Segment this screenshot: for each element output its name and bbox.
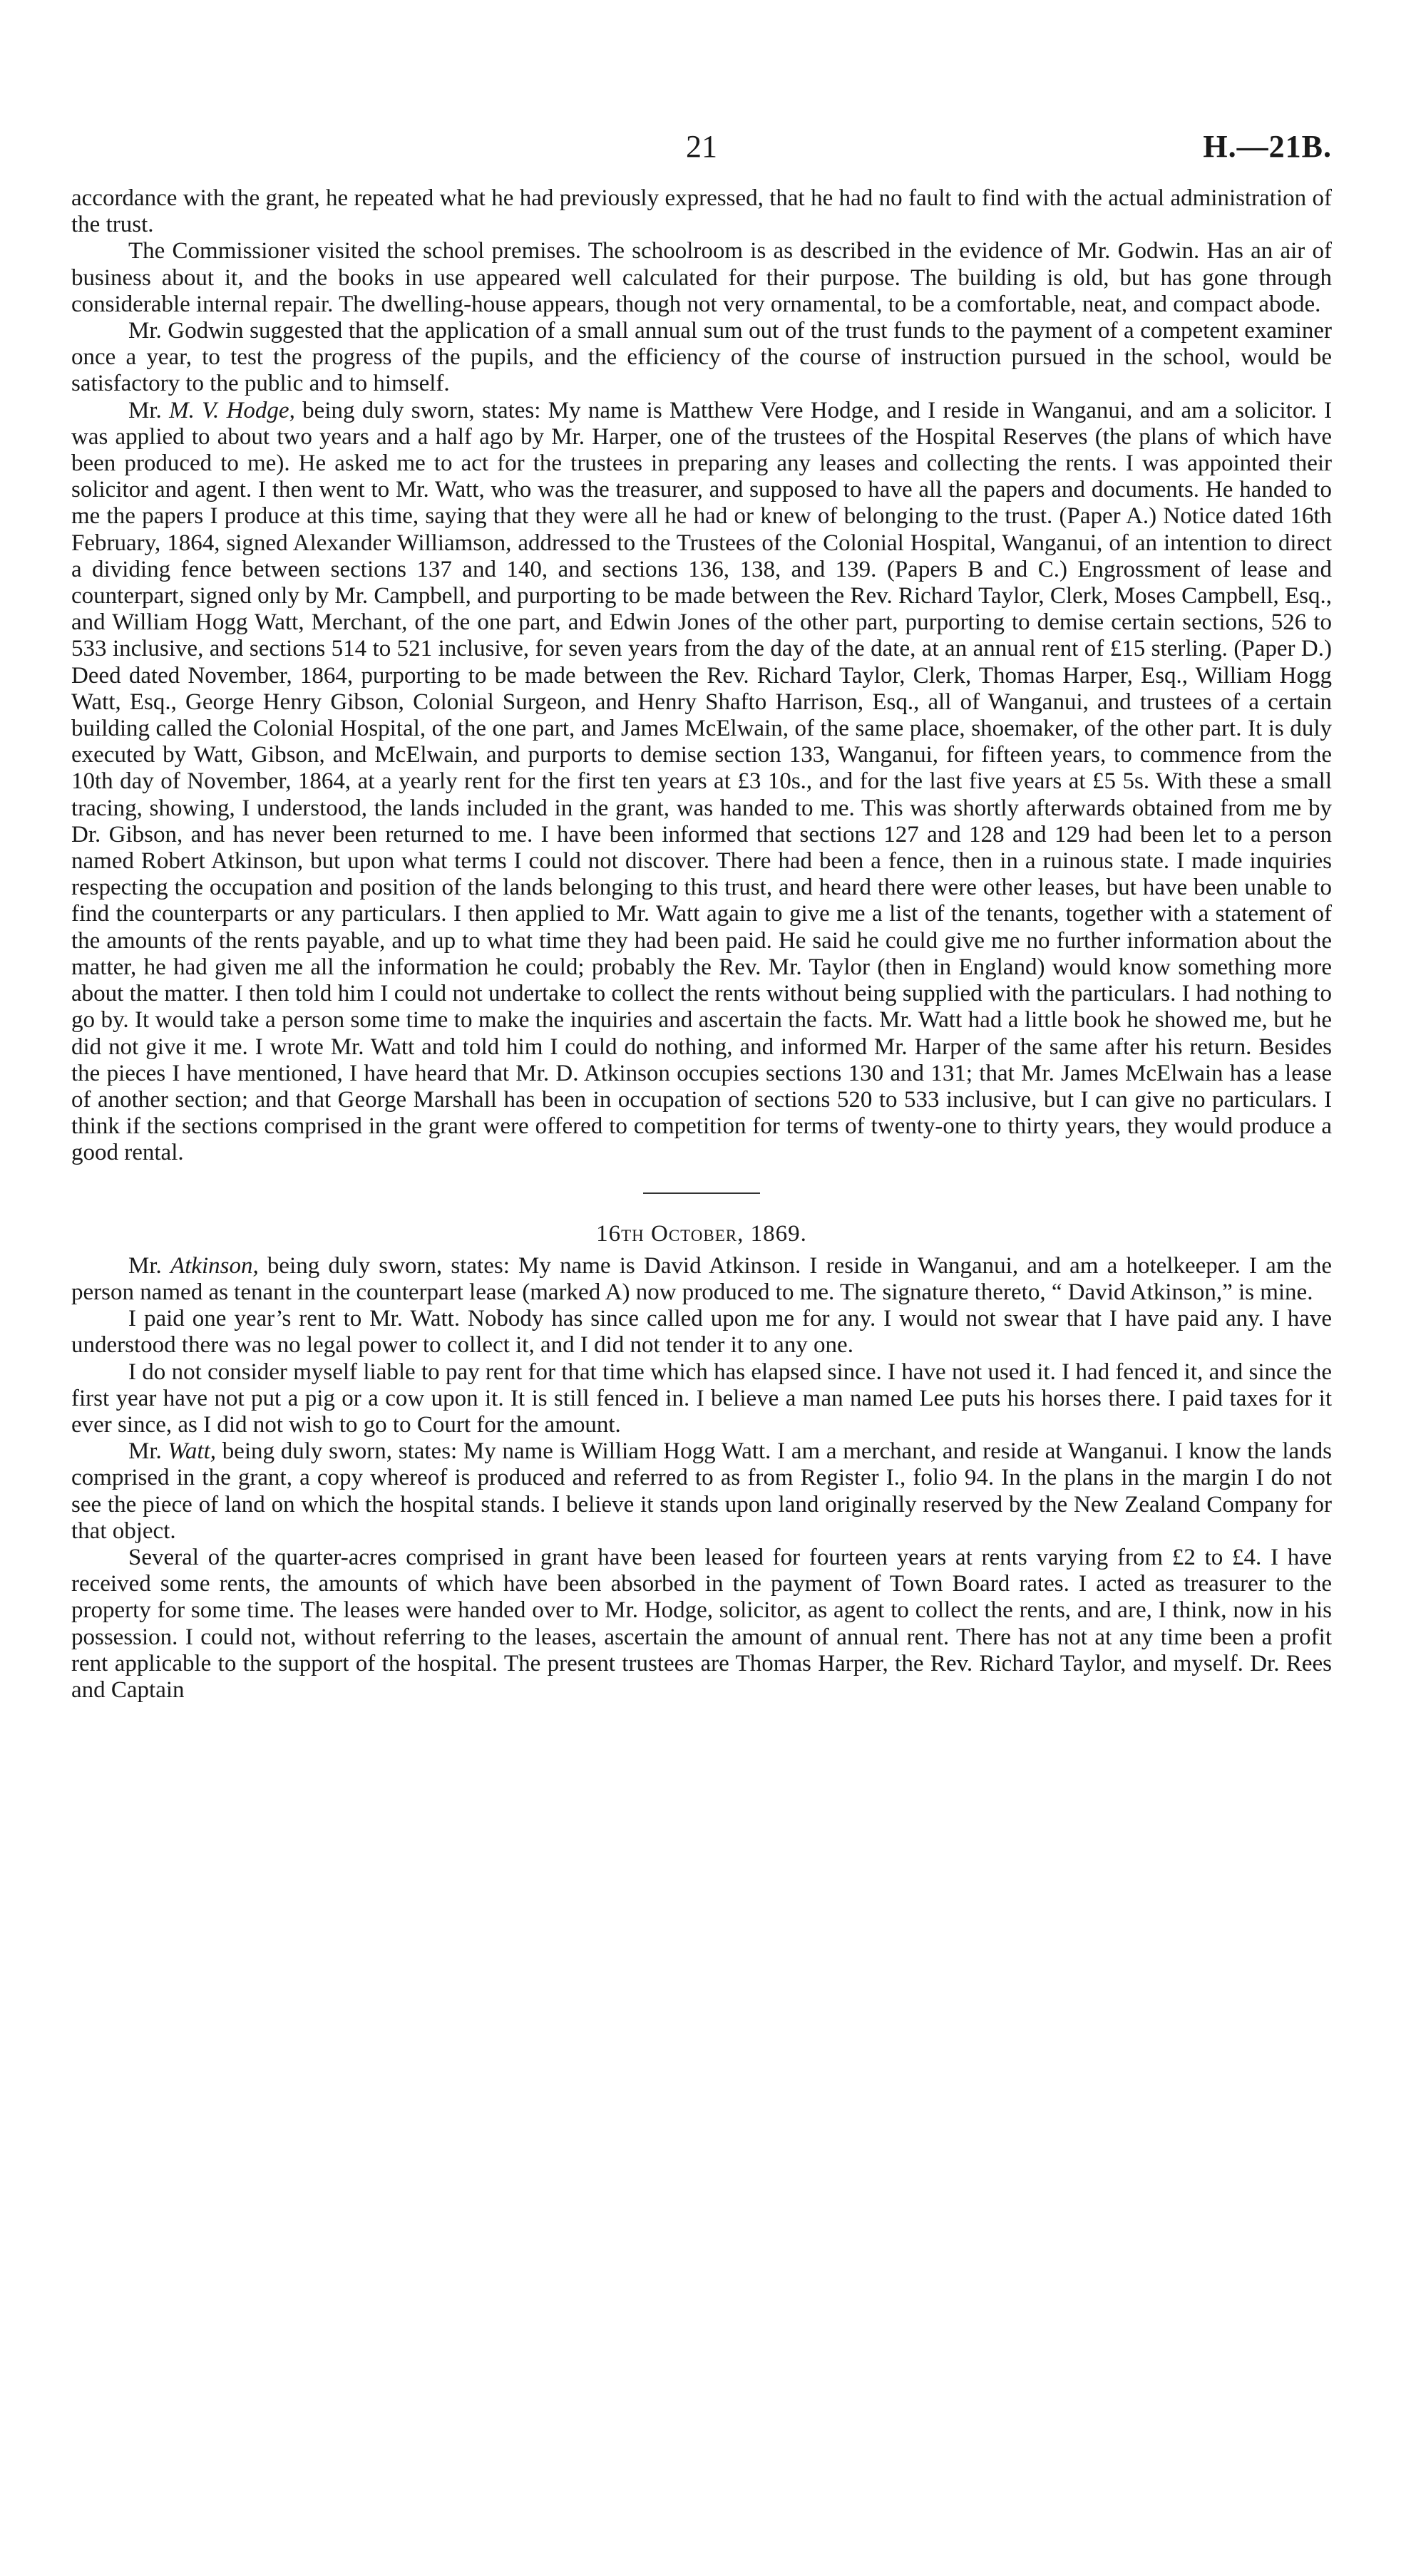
section-divider [643, 1192, 760, 1194]
paragraph-hodge-testimony [71, 398, 1332, 1167]
witness-name-watt: Watt, [168, 1438, 217, 1465]
paragraph-watt-testimony [71, 1438, 1332, 1545]
page-number: 21 [686, 129, 717, 164]
atkinson-lead: Mr. [128, 1252, 170, 1279]
paragraph-godwin-suggestion: Mr. Godwin suggested that the application of a small annual sum out of the trust funds to the payment of a competent examiner once a year, to test the progress of the pupils, and the efficiency of the course of instruction pursued in the school, would be satisfactory to the public and to himself. [71, 318, 1332, 397]
document-page [71, 128, 1332, 1704]
hodge-text: being duly sworn, states: My name is Matthew Vere Hodge, and I reside in Wanganui, and am a solicitor. I was applied to about two years and a half ago by Mr. Harper, one of the trustees of the Hospital Reserves (the plans of which have been produced to me). He asked me to act for the trustees in preparing any leases and collecting the rents. I was appointed their solicitor and agent. I then went to Mr. Watt, who was the treasurer, and supposed to have all the papers and documents. He handed to me the papers I produce at this time, saying that they were all he had or knew of belonging to the trust. (Paper A.) Notice dated 16th February, 1864, signed Alexander Williamson, addressed to the Trustees of the Colonial Hospital, Wanganui, of an intention to direct a dividing fence between sections 137 and 140, and sections 136, 138, and 139. (Papers B and C.) Engrossment of lease and counterpart, signed only by Mr. Campbell, and purporting to be made between the Rev. Richard Taylor, Clerk, Moses Campbell, Esq., and William Hogg Watt, Merchant, of the one part, and Edwin Jones of the other part, purporting to demise certain sections, 526 to 533 inclusive, and sections 514 to 521 inclusive, for seven years from the day of the date, at an annual rent of £15 sterling. (Paper D.) Deed dated November, 1864, purporting to be made between the Rev. Richard Taylor, Clerk, Thomas Harper, Esq., William Hogg Watt, Esq., George Henry Gibson, Colonial Surgeon, and Henry Shafto Harrison, Esq., all of Wanganui, and trustees of a certain building called the Colonial Hospital, of the one part, and James McElwain, of the same place, shoemaker, of the other part. It is duly executed by Watt, Gibson, and McElwain, and purports to demise section 133, Wanganui, for fifteen years, to commence from the 10th day of November, 1864, at a yearly rent for the first ten years at £3 10s., and for the last five years at £5 5s. With these a small tracing, showing, I understood, the lands included in the grant, was handed to me. This was shortly afterwards obtained from me by Dr. Gibson, and has never been returned to me. I have been informed that sections 127 and 128 and 129 had been let to a person named Robert Atkinson, but upon what terms I could not discover. There had been a fence, then in a ruinous state. I made inquiries respecting the occupation and position of the lands belonging to this trust, and heard there were other leases, but have been unable to find the counterparts or any particulars. I then applied to Mr. Watt again to give me a list of the tenants, together with a statement of the amounts of the rents payable, and up to what time they had been paid. He said he could give me no further information about the matter, he had given me all the information he could; probably the Rev. Mr. Taylor (then in England) would know something more about the matter. I then told him I could not undertake to collect the rents without being supplied with the particulars. I had nothing to go by. It would take a person some time to make the inquiries and ascertain the facts. Mr. Watt had a little book he showed me, but he did not give it me. I wrote Mr. Watt and told him I could do nothing, and informed Mr. Harper of the same after his return. Besides the pieces I have mentioned, I have heard that Mr. D. Atkinson occupies sections 130 and 131; that Mr. James McElwain has a lease of another section; and that George Marshall has been in occupation of sections 520 to 533 inclusive, but I can give no particulars. I think if the sections comprised in the grant were offered to competition for terms of twenty-one to thirty years, they would produce a good rental. [71, 397, 1332, 1166]
watt-lead: Mr. [128, 1438, 168, 1465]
paragraph-quarter-acres: Several of the quarter-acres comprised in grant have been leased for fourteen years at rents varying from £2 to £4. I have received some rents, the amounts of which have been absorbed in the payment of Town Board rates. I acted as treasurer to the property for some time. The leases were handed over to Mr. Hodge, solicitor, as agent to collect the rents, and are, I think, now in his possession. I could not, without referring to the leases, ascertain the amount of annual rent. There has not at any time been a profit rent applicable to the support of the hospital. The present trustees are Thomas Harper, the Rev. Richard Taylor, and myself. Dr. Rees and Captain [71, 1544, 1332, 1703]
paragraph-continuation: accordance with the grant, he repeated what he had previously expressed, that he had no fault to find with the actual administration of the trust. [71, 185, 1332, 238]
running-head: H.—21B. [1203, 129, 1332, 164]
witness-name-hodge: M. V. Hodge, [169, 397, 295, 423]
atkinson-text: being duly sworn, states: My name is David Atkinson. I reside in Wanganui, and am a hotelkeeper. I am the person named as tenant in the counterpart lease (marked A) now produced to me. The signature thereto, “ David Atkinson,” is mine. [71, 1252, 1333, 1305]
page-header [71, 128, 1332, 185]
paragraph-not-liable: I do not consider myself liable to pay rent for that time which has elapsed since. I have not used it. I had fenced it, and since the first year have not put a pig or a cow upon it. It is still fenced in. I believe a man named Lee puts his horses there. I paid taxes for it ever since, as I did not wish to go to Court for the amount. [71, 1359, 1332, 1438]
paragraph-school-visit: The Commissioner visited the school premises. The schoolroom is as described in the evidence of Mr. Godwin. Has an air of business about it, and the books in use appeared well calculated for their purpose. The building is old, but has gone through considerable internal repair. The dwelling-house appears, though not very ornamental, to be a comfortable, neat, and compact abode. [71, 238, 1332, 317]
date-heading: 16th October, 1869. [596, 1220, 807, 1247]
witness-name-atkinson: Atkinson, [170, 1252, 259, 1279]
watt-text: being duly sworn, states: My name is William Hogg Watt. I am a merchant, and reside at Wanganui. I know the lands comprised in the grant, a copy whereof is produced and referred to as from Register I., folio 94. In the plans in the margin I do not see the piece of land on which the hospital stands. I believe it stands upon land originally reserved by the New Zealand Company for that object. [71, 1438, 1332, 1544]
body-text [71, 185, 1332, 1704]
paragraph-atkinson-testimony [71, 1253, 1332, 1306]
paragraph-rent-paid: I paid one year’s rent to Mr. Watt. Nobody has since called upon me for any. I would not swear that I have paid any. I have understood there was no legal power to collect it, and I did not tender it to any one. [71, 1306, 1332, 1359]
hodge-lead: Mr. [128, 397, 170, 423]
